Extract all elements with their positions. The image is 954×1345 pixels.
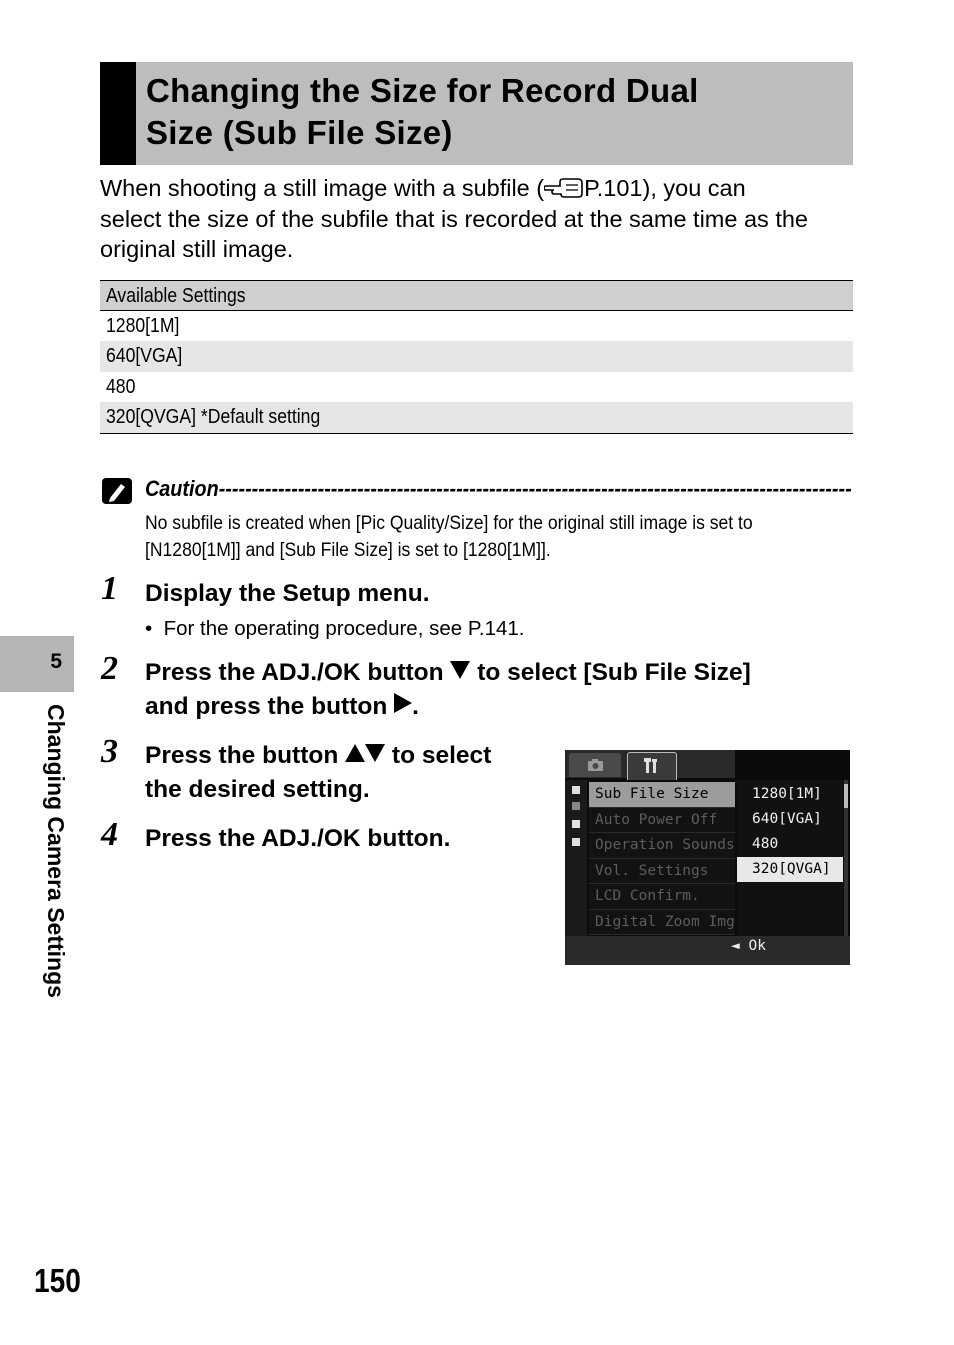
page-dot xyxy=(572,786,580,794)
camera-menu-item: LCD Confirm. xyxy=(589,884,735,910)
right-arrow-icon xyxy=(394,693,412,713)
caution-body xyxy=(145,510,865,564)
camera-option: 480 xyxy=(752,836,779,852)
caution-pencil-icon xyxy=(102,478,132,504)
intro-ref: P.101), you can xyxy=(584,175,746,201)
camera-option-selected: 320[QVGA] xyxy=(737,857,843,882)
chapter-label: Changing Camera Settings xyxy=(43,704,69,998)
intro-text-3: original still image. xyxy=(100,236,294,262)
section-title-banner xyxy=(100,62,853,165)
table-row: 640[VGA] xyxy=(100,341,853,372)
camera-option: 640[VGA] xyxy=(752,811,822,827)
step-4-number: 4 xyxy=(101,816,118,853)
intro-text-2: select the size of the subfile that is recorded at the same time as the xyxy=(100,205,808,232)
table-header: Available Settings xyxy=(100,280,853,311)
step-4-text: Press the ADJ./OK button. xyxy=(145,825,451,852)
camera-menu-item: Operation Sounds xyxy=(589,833,735,859)
caution-line-2: [N1280[1M]] and [Sub File Size] is set to [1280[1M]]. xyxy=(145,539,551,561)
camera-menu-item: Digital Zoom Img xyxy=(589,910,735,936)
chapter-number: 5 xyxy=(50,650,62,673)
page-dot xyxy=(572,820,580,828)
camera-screen xyxy=(565,750,850,965)
wrench-icon xyxy=(628,753,676,779)
pointing-hand-icon xyxy=(544,177,584,199)
step-1-text: Display the Setup menu. xyxy=(145,580,430,607)
settings-table xyxy=(100,280,853,434)
title-accent-bar xyxy=(100,62,136,165)
camera-menu-list xyxy=(589,782,735,935)
table-row: 1280[1M] xyxy=(106,314,180,337)
step-3-text: Press the button to select the desired setting. xyxy=(145,742,492,803)
caution-line-1: No subfile is created when [Pic Quality/Size] for the original still image is set to xyxy=(145,512,753,534)
up-arrow-icon xyxy=(345,744,365,762)
step-1-number: 1 xyxy=(101,570,118,607)
table-row: 320[QVGA] *Default setting xyxy=(100,402,853,433)
page-dot xyxy=(572,838,580,846)
camera-setup-tab xyxy=(627,752,677,780)
camera-shooting-tab xyxy=(569,753,621,777)
camera-icon xyxy=(569,753,621,777)
page-title xyxy=(146,70,846,154)
page-dot xyxy=(572,802,580,810)
camera-scrollbar-thumb xyxy=(844,784,848,808)
caution-heading xyxy=(145,476,853,502)
intro-paragraph xyxy=(100,173,860,265)
camera-menu-item: Auto Power Off xyxy=(589,808,735,834)
camera-status-bar xyxy=(565,936,850,965)
step-1-bullet: • For the operating procedure, see P.141. xyxy=(145,617,525,640)
table-row: 480 xyxy=(106,375,136,398)
camera-options-panel xyxy=(737,780,843,936)
intro-text-1: When shooting a still image with a subfile ( xyxy=(100,175,545,201)
page-title-line-2: Size (Sub File Size) xyxy=(146,114,453,151)
page-title-line-1: Changing the Size for Record Dual xyxy=(146,72,699,109)
down-arrow-icon xyxy=(365,744,385,762)
camera-menu-item: Sub File Size xyxy=(589,782,735,808)
caution-dashes: ------------------------------------------------------------------------------------------------ xyxy=(218,476,852,501)
camera-menu-item: Vol. Settings xyxy=(589,859,735,885)
page-number: 150 xyxy=(34,1262,81,1299)
camera-ok-hint: ◄ Ok xyxy=(731,938,766,954)
down-arrow-icon xyxy=(450,661,470,679)
step-2-text: Press the ADJ./OK button to select [Sub File Size] and press the button . xyxy=(145,659,751,720)
step-2-number: 2 xyxy=(101,650,118,687)
caution-label: Caution xyxy=(145,476,219,501)
step-3-number: 3 xyxy=(101,733,118,770)
camera-option: 1280[1M] xyxy=(752,786,822,802)
